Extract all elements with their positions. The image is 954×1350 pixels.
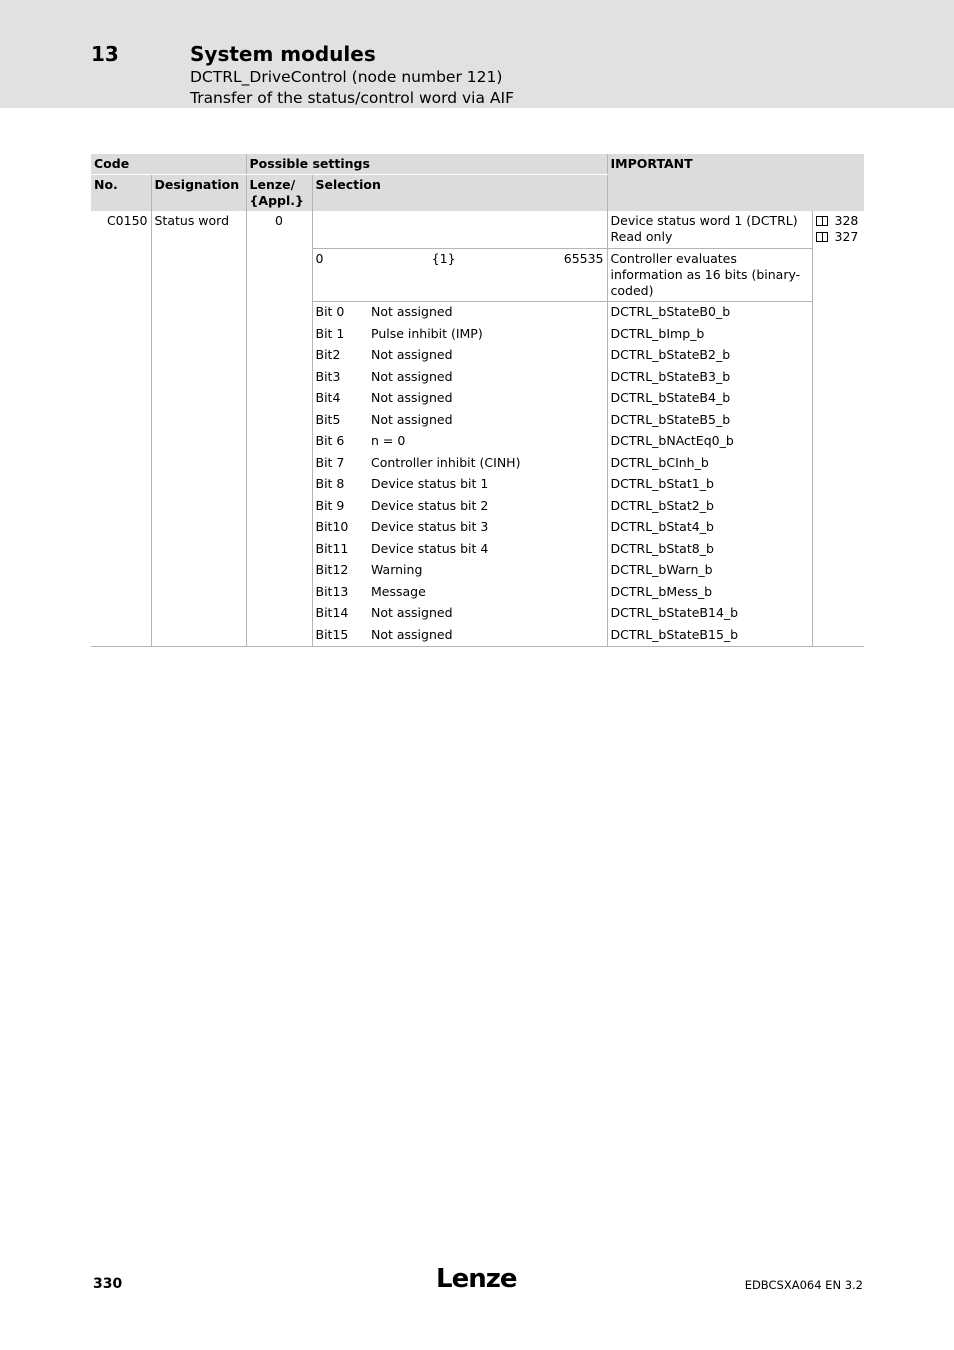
bit-signal: DCTRL_bStateB5_b <box>607 410 812 432</box>
bit-description: Device status bit 2 <box>371 497 489 513</box>
chapter-title: System modules <box>190 42 376 66</box>
section-subtitle-2: Transfer of the status/control word via AIF <box>190 89 515 107</box>
chapter-number: 13 <box>91 42 119 66</box>
bit-description: Not assigned <box>371 411 453 427</box>
book-icon <box>816 216 828 226</box>
bit-signal: DCTRL_bImp_b <box>607 324 812 346</box>
header-code: Code <box>91 154 246 175</box>
bit-description: Warning <box>371 562 423 577</box>
bit-description: n = 0 <box>371 433 406 448</box>
bit-number: Bit14 <box>312 603 368 625</box>
bit-description: Not assigned <box>371 390 453 405</box>
table-header-row <box>91 154 864 175</box>
important-cell <box>607 211 812 249</box>
bit-number: Bit12 <box>312 560 368 582</box>
bit-number: Bit3 <box>312 367 368 389</box>
bit-description: Not assigned <box>371 368 453 384</box>
header-important: IMPORTANT <box>607 154 864 211</box>
bit-description: Not assigned <box>368 625 607 647</box>
bit-signal: DCTRL_bMess_b <box>607 582 812 604</box>
reference-2 <box>816 229 862 245</box>
header-possible-settings: Possible settings <box>246 154 607 175</box>
bit-number: Bit2 <box>312 345 368 367</box>
lenze-cell: 0 <box>246 211 312 647</box>
bit-description: Not assigned <box>371 605 453 620</box>
header-designation: Designation <box>151 175 246 212</box>
bit-signal: DCTRL_bNActEq0_b <box>607 431 812 453</box>
bit-signal: DCTRL_bStateB3_b <box>607 367 812 389</box>
header-band <box>0 0 954 108</box>
reference-page: 328 <box>834 213 859 228</box>
bit-number: Bit 9 <box>312 496 368 518</box>
code-table <box>91 154 864 647</box>
table-row-code <box>91 211 864 249</box>
bit-description: Controller inhibit (CINH) <box>371 454 521 470</box>
bit-number: Bit4 <box>312 388 368 410</box>
bit-signal: DCTRL_bWarn_b <box>607 560 812 582</box>
bit-signal: DCTRL_bStat2_b <box>607 496 812 518</box>
reference-cell <box>812 211 864 647</box>
lenze-logo: Lenze <box>436 1264 517 1294</box>
bit-number: Bit 8 <box>312 474 368 496</box>
bit-signal: DCTRL_bStateB0_b <box>607 302 812 324</box>
bit-description: Pulse inhibit (IMP) <box>371 325 483 341</box>
bit-description: Device status bit 1 <box>371 476 489 491</box>
reference-1 <box>816 213 862 229</box>
bit-description: Device status bit 4 <box>371 540 489 556</box>
bit-signal: DCTRL_bStateB15_b <box>607 625 812 647</box>
bit-number: Bit 7 <box>312 453 368 475</box>
book-icon <box>816 232 828 242</box>
code-cell: C0150 <box>91 211 151 647</box>
bit-number: Bit 6 <box>312 431 368 453</box>
reference-page: 327 <box>834 229 859 244</box>
designation-cell: Status word <box>151 211 246 647</box>
header-selection: Selection <box>312 175 607 212</box>
range-max: 65535 <box>563 251 604 266</box>
bit-signal: DCTRL_bStat4_b <box>607 517 812 539</box>
header-lenze: Lenze/ {Appl.} <box>246 175 312 212</box>
bit-number: Bit 1 <box>312 324 368 346</box>
range-min: 0 <box>315 251 324 266</box>
important-line2: Read only <box>610 229 673 244</box>
bit-signal: DCTRL_bStateB4_b <box>607 388 812 410</box>
bit-signal: DCTRL_bStateB2_b <box>607 345 812 367</box>
bit-number: Bit10 <box>312 517 368 539</box>
bit-number: Bit5 <box>312 410 368 432</box>
bit-signal: DCTRL_bStat1_b <box>607 474 812 496</box>
bit-description: Device status bit 3 <box>371 519 489 534</box>
selection-empty-cell <box>312 211 607 249</box>
bit-number: Bit15 <box>312 625 368 647</box>
document-id: EDBCSXA064 EN 3.2 <box>744 1278 863 1292</box>
bit-signal: DCTRL_bStateB14_b <box>607 603 812 625</box>
bit-number: Bit13 <box>312 582 368 604</box>
range-step: {1} <box>431 251 456 266</box>
bit-description: Not assigned <box>371 347 453 362</box>
range-values <box>316 251 604 267</box>
range-cell <box>312 249 607 302</box>
range-info-cell: Controller evaluates information as 16 bits (binary-coded) <box>607 249 812 302</box>
important-line1: Device status word 1 (DCTRL) <box>610 213 798 228</box>
header-no: No. <box>91 175 151 212</box>
bit-description: Message <box>371 583 426 599</box>
section-subtitle: DCTRL_DriveControl (node number 121) <box>190 68 503 86</box>
bit-signal: DCTRL_bStat8_b <box>607 539 812 561</box>
page-number: 330 <box>93 1276 123 1292</box>
bit-signal: DCTRL_bCInh_b <box>607 453 812 475</box>
bit-description: Not assigned <box>368 302 607 324</box>
bit-number: Bit11 <box>312 539 368 561</box>
bit-number: Bit 0 <box>312 302 368 324</box>
